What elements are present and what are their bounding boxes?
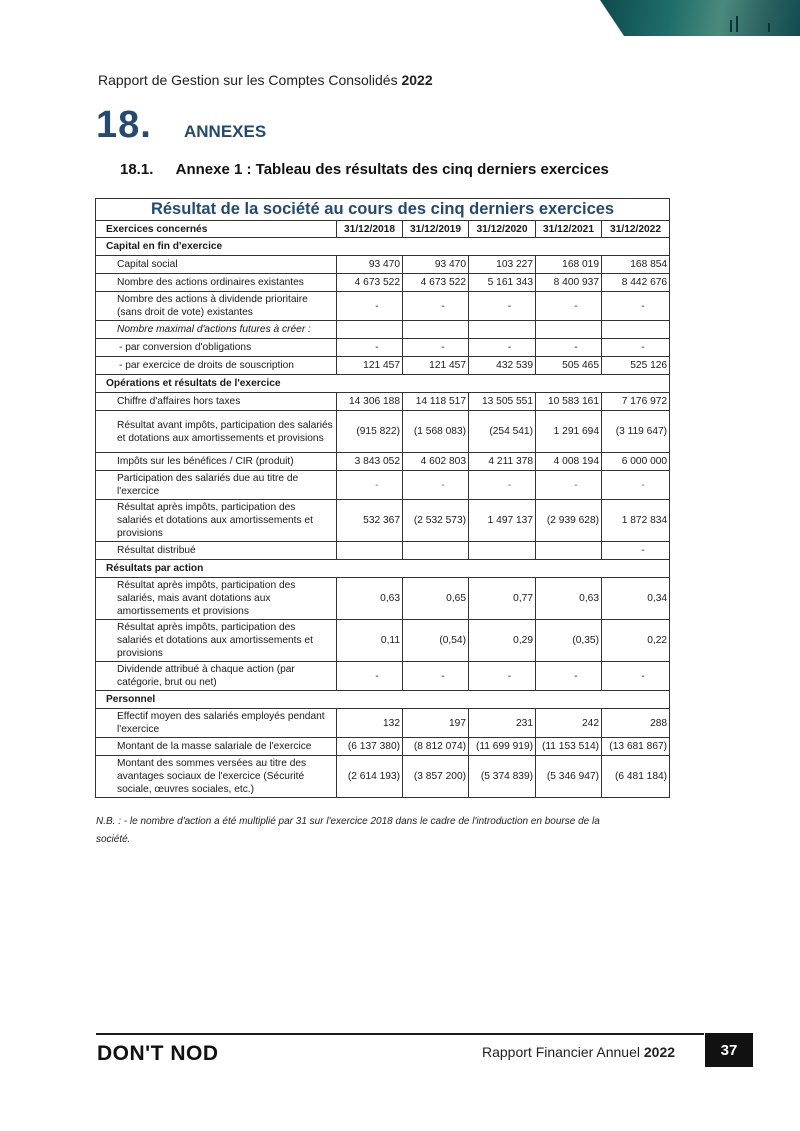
table-row	[96, 620, 670, 662]
table-row	[96, 274, 670, 292]
row-value: 0,65	[403, 578, 469, 620]
row-value: (6 137 380)	[337, 738, 403, 756]
row-value: 4 211 378	[469, 453, 536, 471]
footer-title	[482, 1044, 675, 1060]
row-value: 14 306 188	[337, 393, 403, 411]
row-value	[602, 321, 670, 339]
row-value: -	[403, 339, 469, 357]
table-title: Résultat de la société au cours des cinq derniers exercices	[96, 199, 670, 221]
table-row	[96, 256, 670, 274]
row-label: Résultat après impôts, participation des salariés, mais avant dotations aux amortissements et provisions	[96, 578, 337, 620]
row-value: -	[403, 292, 469, 321]
row-value: 10 583 161	[536, 393, 602, 411]
row-value: -	[403, 662, 469, 691]
row-value: -	[536, 662, 602, 691]
row-value: 93 470	[403, 256, 469, 274]
row-value: -	[337, 292, 403, 321]
row-value: 1 872 834	[602, 500, 670, 542]
row-value: (254 541)	[469, 411, 536, 453]
row-value: (6 481 184)	[602, 756, 670, 798]
row-value	[536, 542, 602, 560]
row-label: Impôts sur les bénéfices / CIR (produit)	[96, 453, 337, 471]
row-value: 132	[337, 709, 403, 738]
row-value: (5 374 839)	[469, 756, 536, 798]
section-title: ANNEXES	[184, 122, 267, 141]
row-value: 103 227	[469, 256, 536, 274]
column-header-year: 31/12/2019	[403, 221, 469, 238]
table-row	[96, 578, 670, 620]
table-row	[96, 542, 670, 560]
table-row	[96, 471, 670, 500]
subsection-title: Annexe 1 : Tableau des résultats des cinq derniers exercices	[175, 161, 609, 178]
row-value: 8 400 937	[536, 274, 602, 292]
footer-divider	[96, 1033, 704, 1035]
row-value: 0,22	[602, 620, 670, 662]
footer-title-prefix: Rapport Financier Annuel	[482, 1044, 640, 1060]
row-value: -	[469, 339, 536, 357]
row-value: -	[469, 662, 536, 691]
row-value: (2 939 628)	[536, 500, 602, 542]
row-value	[536, 321, 602, 339]
row-value: 525 126	[602, 357, 670, 375]
row-value: -	[469, 471, 536, 500]
row-label: Participation des salariés due au titre de l'exercice	[96, 471, 337, 500]
section-heading: Opérations et résultats de l'exercice	[96, 375, 670, 393]
row-label: Résultat après impôts, participation des salariés et dotations aux amortissements et provisions	[96, 500, 337, 542]
row-label: Montant de la masse salariale de l'exercice	[96, 738, 337, 756]
row-value: 1 291 694	[536, 411, 602, 453]
row-value: 168 854	[602, 256, 670, 274]
row-value: 1 497 137	[469, 500, 536, 542]
header-photo-banner	[600, 0, 800, 36]
row-value: 242	[536, 709, 602, 738]
row-value: (11 153 514)	[536, 738, 602, 756]
table-row	[96, 321, 670, 339]
row-value: 6 000 000	[602, 453, 670, 471]
report-header	[98, 72, 433, 88]
report-header-prefix: Rapport de Gestion sur les Comptes Consolidés	[98, 72, 398, 88]
row-value: -	[602, 662, 670, 691]
row-value: 93 470	[337, 256, 403, 274]
row-value: 505 465	[536, 357, 602, 375]
row-value	[469, 542, 536, 560]
row-label: Dividende attribué à chaque action (par catégorie, brut ou net)	[96, 662, 337, 691]
row-label: Résultat avant impôts, participation des salariés et dotations aux amortissements et provisions	[96, 411, 337, 453]
table-row	[96, 292, 670, 321]
row-value: -	[602, 471, 670, 500]
row-value: 0,34	[602, 578, 670, 620]
row-label: - par conversion d'obligations	[96, 339, 337, 357]
row-value: (13 681 867)	[602, 738, 670, 756]
row-value: (11 699 919)	[469, 738, 536, 756]
row-value: 0,63	[337, 578, 403, 620]
row-value: 432 539	[469, 357, 536, 375]
row-value: 532 367	[337, 500, 403, 542]
column-header-year: 31/12/2018	[337, 221, 403, 238]
row-value	[469, 321, 536, 339]
table-row	[96, 453, 670, 471]
row-value: -	[536, 339, 602, 357]
row-label: Nombre maximal d'actions futures à créer :	[96, 321, 337, 339]
table-row	[96, 738, 670, 756]
row-value: (915 822)	[337, 411, 403, 453]
row-label: Résultat après impôts, participation des salariés et dotations aux amortissements et provisions	[96, 620, 337, 662]
row-value: (2 614 193)	[337, 756, 403, 798]
row-value: (1 568 083)	[403, 411, 469, 453]
table-row	[96, 500, 670, 542]
section-heading: Personnel	[96, 691, 670, 709]
section-heading: Résultats par action	[96, 560, 670, 578]
row-value	[337, 542, 403, 560]
row-value: 13 505 551	[469, 393, 536, 411]
row-value: 197	[403, 709, 469, 738]
row-label: Montant des sommes versées au titre des avantages sociaux de l'exercice (Sécurité sociale, œuvres sociales, etc.)	[96, 756, 337, 798]
row-value: 121 457	[337, 357, 403, 375]
page-number: 37	[705, 1033, 753, 1067]
column-header-label: Exercices concernés	[96, 221, 337, 238]
row-value: -	[337, 339, 403, 357]
row-label: Nombre des actions ordinaires existantes	[96, 274, 337, 292]
row-value: (2 532 573)	[403, 500, 469, 542]
row-value: 3 843 052	[337, 453, 403, 471]
row-value: -	[536, 292, 602, 321]
row-value: 4 008 194	[536, 453, 602, 471]
table-row	[96, 709, 670, 738]
row-label: Résultat distribué	[96, 542, 337, 560]
row-value: -	[602, 339, 670, 357]
row-value: -	[337, 662, 403, 691]
table-row	[96, 339, 670, 357]
report-header-year: 2022	[401, 72, 433, 88]
row-value: 14 118 517	[403, 393, 469, 411]
row-value: (0,35)	[536, 620, 602, 662]
company-logo: DON'T NOD	[97, 1042, 219, 1065]
row-label: Capital social	[96, 256, 337, 274]
row-value: (3 119 647)	[602, 411, 670, 453]
row-value: (5 346 947)	[536, 756, 602, 798]
subsection-heading	[120, 161, 609, 178]
row-value	[337, 321, 403, 339]
column-header-year: 31/12/2020	[469, 221, 536, 238]
row-value	[403, 321, 469, 339]
row-value: 0,77	[469, 578, 536, 620]
row-value: (3 857 200)	[403, 756, 469, 798]
row-value: (0,54)	[403, 620, 469, 662]
row-value: -	[602, 542, 670, 560]
row-value: -	[602, 292, 670, 321]
row-value: 0,29	[469, 620, 536, 662]
column-header-year: 31/12/2022	[602, 221, 670, 238]
row-value: 288	[602, 709, 670, 738]
row-value: (8 812 074)	[403, 738, 469, 756]
row-value: 4 673 522	[403, 274, 469, 292]
row-value: 0,11	[337, 620, 403, 662]
results-table-body	[96, 199, 670, 798]
row-value: 0,63	[536, 578, 602, 620]
row-value: 8 442 676	[602, 274, 670, 292]
table-row	[96, 411, 670, 453]
subsection-number: 18.1.	[120, 161, 154, 178]
row-label: Nombre des actions à dividende prioritaire (sans droit de vote) existantes	[96, 292, 337, 321]
section-heading: Capital en fin d'exercice	[96, 238, 670, 256]
row-label: - par exercice de droits de souscription	[96, 357, 337, 375]
table-row	[96, 357, 670, 375]
row-value: -	[403, 471, 469, 500]
results-table	[95, 198, 670, 798]
row-value: -	[337, 471, 403, 500]
row-value: 7 176 972	[602, 393, 670, 411]
footnote: N.B. : - le nombre d'action a été multiplié par 31 sur l'exercice 2018 dans le cadre de l'introduction en bourse de la société.	[96, 816, 600, 845]
row-value: 4 673 522	[337, 274, 403, 292]
row-label: Chiffre d'affaires hors taxes	[96, 393, 337, 411]
row-value: -	[536, 471, 602, 500]
table-row	[96, 756, 670, 798]
row-value: 121 457	[403, 357, 469, 375]
row-value: 168 019	[536, 256, 602, 274]
row-label: Effectif moyen des salariés employés pendant l'exercice	[96, 709, 337, 738]
section-number: 18.	[96, 104, 152, 146]
footer-title-year: 2022	[643, 1044, 676, 1060]
row-value: 4 602 803	[403, 453, 469, 471]
row-value: 231	[469, 709, 536, 738]
column-header-year: 31/12/2021	[536, 221, 602, 238]
table-row	[96, 393, 670, 411]
row-value	[403, 542, 469, 560]
row-value: 5 161 343	[469, 274, 536, 292]
row-value: -	[469, 292, 536, 321]
table-row	[96, 662, 670, 691]
